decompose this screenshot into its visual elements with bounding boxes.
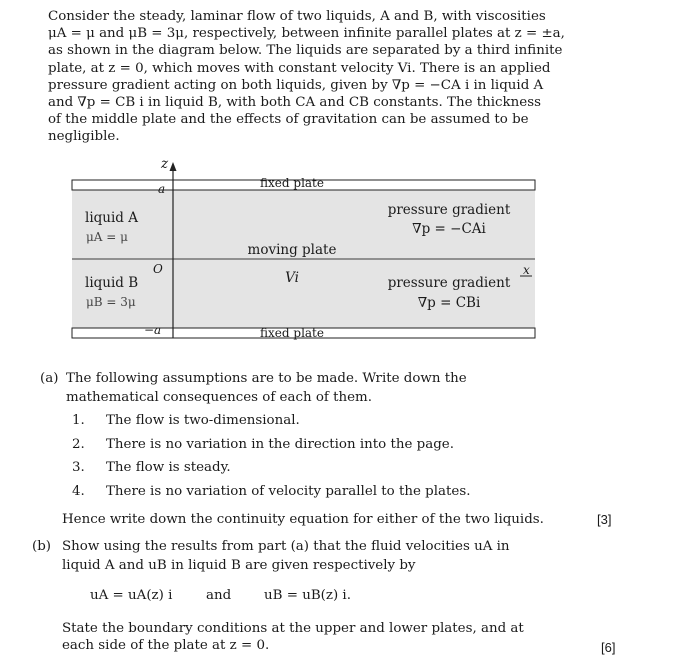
part-b-line-1: Show using the results from part (a) that the fluid velocities uA in: [62, 539, 510, 554]
intro-line: of the middle plate and the effects of gravitation can be assumed to be: [48, 112, 529, 128]
a-tick-label: a: [158, 182, 166, 196]
assumption-number: 3.: [72, 460, 85, 475]
part-a-label: (a): [40, 371, 59, 386]
top-plate-label: fixed plate: [260, 176, 324, 190]
grad-a-equation: ∇p = −CAi: [412, 221, 486, 237]
bottom-plate-label: fixed plate: [260, 326, 324, 340]
neg-a-tick-label: −a: [144, 323, 162, 337]
part-a-line-1: The following assumptions are to be made. Write down the: [66, 371, 467, 386]
z-axis-arrowhead: [170, 162, 177, 171]
part-a-marks: [3]: [597, 512, 612, 527]
assumption-text: There is no variation in the direction into the page.: [106, 437, 454, 452]
moving-plate-label: moving plate: [247, 242, 337, 258]
part-b-line-3: State the boundary conditions at the upper and lower plates, and at: [62, 621, 524, 636]
grad-a-title: pressure gradient: [387, 202, 511, 218]
velocity-label: Vi: [285, 270, 299, 286]
liquid-b-label: liquid B: [85, 275, 139, 291]
intro-line: μA = μ and μB = 3μ, respectively, between infinite parallel plates at z = ±a,: [48, 26, 565, 42]
intro-line: Consider the steady, laminar flow of two liquids, A and B, with viscosities: [48, 9, 546, 24]
equation-ua: uA = uA(z) i: [90, 588, 173, 603]
intro-line: plate, at z = 0, which moves with constant velocity Vi. There is an applied: [48, 60, 551, 76]
assumption-number: 1.: [72, 413, 85, 428]
liquid-b-region: [72, 260, 535, 328]
intro-line: negligible.: [48, 129, 120, 145]
x-axis-label: x: [523, 263, 530, 277]
part-b-line-4: each side of the plate at z = 0.: [62, 638, 270, 653]
part-a-line-2: mathematical consequences of each of them.: [66, 390, 372, 405]
equation-and: and: [206, 588, 232, 603]
liquid-b-viscosity: μB = 3μ: [86, 295, 136, 309]
intro-line: and ∇p = CB i in liquid B, with both CA and CB constants. The thickness: [48, 95, 541, 111]
assumption-number: 4.: [72, 484, 85, 499]
origin-label: O: [153, 262, 163, 276]
grad-b-equation: ∇p = CBi: [417, 295, 481, 311]
part-a-hence: Hence write down the continuity equation for either of the two liquids.: [62, 512, 544, 527]
intro-line: as shown in the diagram below. The liquids are separated by a third infinite: [48, 43, 563, 59]
liquid-a-viscosity: μA = μ: [86, 230, 128, 244]
assumption-number: 2.: [72, 437, 85, 452]
liquid-a-label: liquid A: [85, 210, 138, 226]
assumption-text: The flow is two-dimensional.: [106, 413, 300, 428]
intro-line: pressure gradient acting on both liquids, given by ∇p = −CA i in liquid A: [48, 77, 544, 93]
part-b-line-2: liquid A and uB in liquid B are given respectively by: [62, 558, 416, 573]
z-axis-label: z: [161, 156, 169, 172]
assumption-text: There is no variation of velocity parallel to the plates.: [106, 484, 471, 499]
grad-b-title: pressure gradient: [387, 275, 511, 291]
assumption-text: The flow is steady.: [106, 460, 231, 475]
part-b-label: (b): [32, 539, 52, 554]
equation-ub: uB = uB(z) i.: [264, 588, 351, 603]
part-b-marks: [6]: [601, 640, 616, 655]
